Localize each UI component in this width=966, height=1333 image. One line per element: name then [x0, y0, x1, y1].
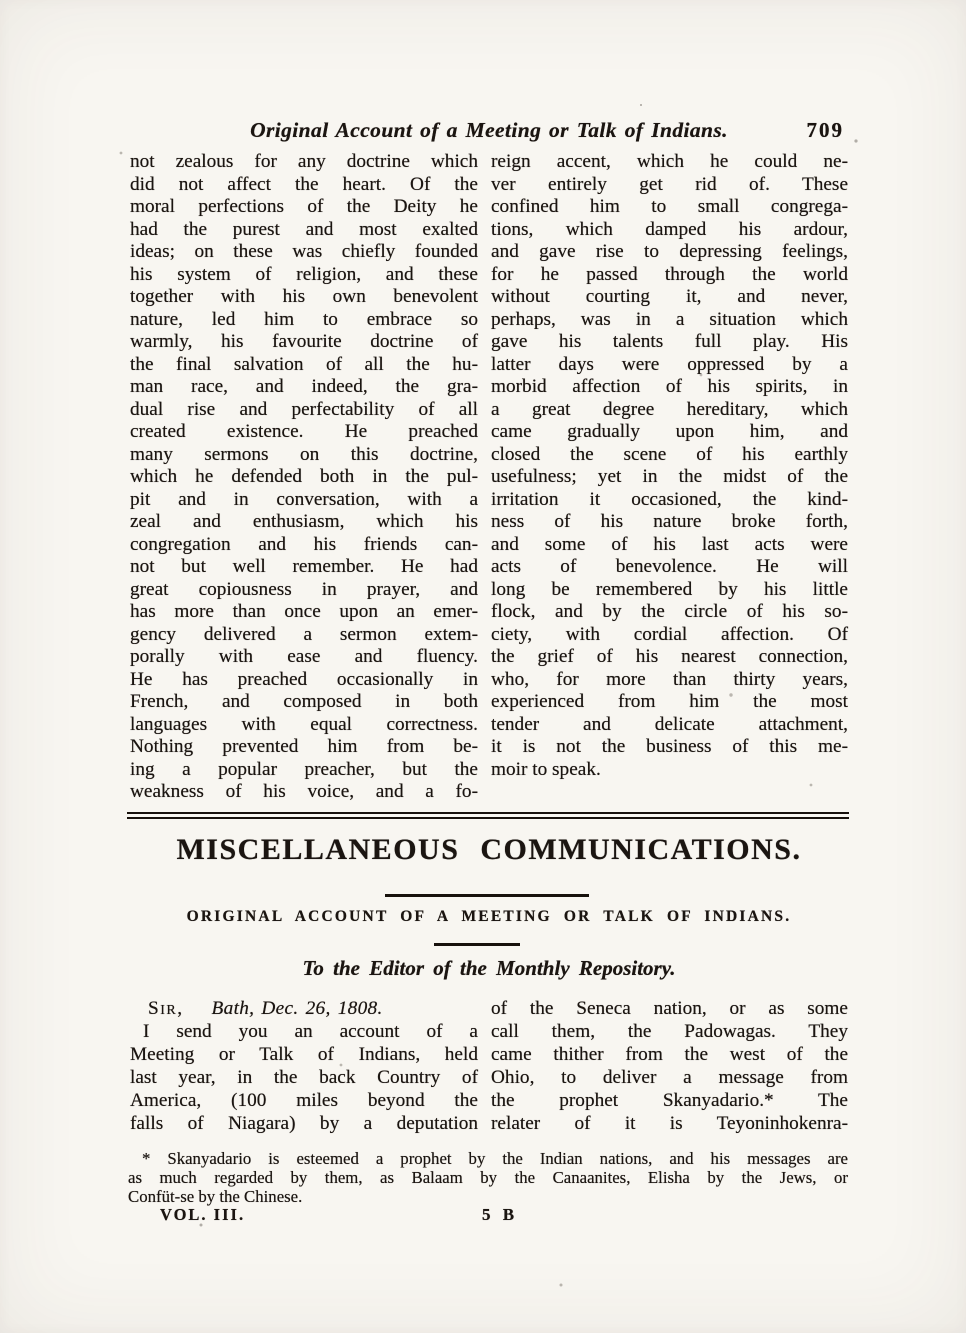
- text-line: the prophet Skanyadario.* The: [491, 1090, 848, 1111]
- text-line: many sermons on this doctrine,: [130, 443, 478, 465]
- text-line: ideas; on these was chiefly founded: [130, 241, 478, 262]
- volume-label: VOL. III.: [160, 1205, 246, 1224]
- letter-right-column: [491, 997, 848, 1135]
- text-line: man race, and indeed, the gra-: [130, 376, 478, 397]
- text-line: closed the scene of his earthly: [491, 443, 848, 465]
- text-line: zeal and enthusiasm, which his: [130, 511, 478, 532]
- text-line: acts of benevolence. He will: [491, 556, 848, 577]
- text-line: tions, which damped his ardour,: [491, 218, 848, 240]
- ink-specks: [640, 104, 642, 106]
- text-line: experienced from him the most: [491, 691, 848, 712]
- letter-left-column: [130, 997, 478, 1135]
- article-subheading: ORIGINAL ACCOUNT OF A MEETING OR TALK OF INDIANS.: [186, 908, 792, 925]
- text-line: weakness of his voice, and a fo-: [130, 781, 478, 802]
- letter-left-lines: [130, 1020, 478, 1135]
- text-line: usefulness; yet in the midst of the: [491, 466, 848, 487]
- text-line: last year, in the back Country of: [130, 1067, 478, 1088]
- text-line: tender and delicate attachment,: [491, 713, 848, 735]
- text-line: together with his own benevolent: [130, 286, 478, 307]
- running-head-title: Original Account of a Meeting or Talk of Indians.: [250, 118, 728, 142]
- text-line: came thither from the west of the: [491, 1044, 848, 1065]
- text-line: pit and in conversation, with a: [130, 488, 478, 510]
- text-line: French, and composed in both: [130, 691, 478, 712]
- text-line: gave his talents full play. His: [491, 331, 848, 352]
- text-line: Ohio, to deliver a message from: [491, 1067, 848, 1088]
- text-line: ing a popular preacher, but the: [130, 758, 478, 780]
- text-line: * Skanyadario is esteemed a prophet by the Indian nations, and his messages are: [142, 1149, 848, 1168]
- text-line: the grief of his nearest connection,: [491, 646, 848, 667]
- text-line: gency delivered a sermon extem-: [130, 623, 478, 645]
- text-line: has more than once upon an emer-: [130, 601, 478, 622]
- running-head: [130, 118, 848, 146]
- text-line: which he defended both in the pul-: [130, 466, 478, 487]
- text-line: Meeting or Talk of Indians, held: [130, 1044, 478, 1065]
- footnote: [128, 1150, 848, 1206]
- text-line: ver entirely get rid of. These: [491, 173, 848, 195]
- text-line: of the Seneca nation, or as some: [491, 998, 848, 1019]
- heading-divider-rule: [385, 894, 589, 897]
- page-number: 709: [806, 118, 844, 142]
- section-heading: MISCELLANEOUS COMMUNICATIONS.: [176, 833, 802, 866]
- text-line: languages with equal correctness.: [130, 713, 478, 735]
- text-line: America, (100 miles beyond the: [130, 1090, 478, 1111]
- text-line: falls of Niagara) by a deputation: [130, 1113, 478, 1134]
- text-line: and some of his last acts were: [491, 533, 848, 555]
- section-double-rule: [127, 812, 849, 819]
- dateline: Bath, Dec. 26, 1808.: [211, 998, 383, 1019]
- text-line: perhaps, was in a situation which: [491, 308, 848, 330]
- text-line: morbid affection of his spirits, in: [491, 376, 848, 397]
- salutation: Sir,: [148, 998, 184, 1019]
- letter-body: [130, 997, 848, 1135]
- signature-mark: 5 B: [482, 1205, 519, 1224]
- text-line: it is not the business of this me-: [491, 736, 848, 757]
- article-left-column: [130, 151, 478, 804]
- text-line: not but well remember. He had: [130, 556, 478, 577]
- text-line: had the purest and most exalted: [130, 218, 478, 240]
- text-line: latter days were oppressed by a: [491, 353, 848, 375]
- subheading-divider-rule: [434, 943, 520, 946]
- text-line: came gradually upon him, and: [491, 421, 848, 442]
- article-right-column: [491, 151, 848, 804]
- text-line: as much regarded by them, as Balaam by the Canaanites, Elisha by the Jews, or: [128, 1167, 848, 1187]
- page-footer: [130, 1205, 848, 1229]
- text-line: created existence. He preached: [130, 421, 478, 442]
- text-line: warmly, his favourite doctrine of: [130, 331, 478, 352]
- text-line: porally with ease and fluency.: [130, 646, 478, 667]
- text-line: the final salvation of all the hu-: [130, 353, 478, 375]
- text-line: moir to speak.: [491, 758, 601, 780]
- text-line: not zealous for any doctrine which: [130, 151, 478, 172]
- text-line: great copiousness in prayer, and: [130, 578, 478, 600]
- text-line: flock, and by the circle of his so-: [491, 601, 848, 622]
- text-line: congregation and his friends can-: [130, 533, 478, 555]
- text-line: Confüt-se by the Chinese.: [128, 1186, 303, 1206]
- text-line: nature, led him to embrace so: [130, 308, 478, 330]
- text-line: long be remembered by his little: [491, 578, 848, 600]
- salutation-line: [130, 997, 478, 1020]
- memoir-article: [130, 151, 848, 804]
- text-line: ness of his nature broke forth,: [491, 511, 848, 532]
- editor-address: To the Editor of the Monthly Repository.: [302, 956, 676, 980]
- text-line: and gave rise to depressing feelings,: [491, 241, 848, 262]
- text-line: I send you an account of a: [143, 1021, 478, 1042]
- text-line: dual rise and perfectability of all: [130, 398, 478, 420]
- text-line: who, for more than thirty years,: [491, 668, 848, 690]
- text-line: irritation it occasioned, the kind-: [491, 488, 848, 510]
- text-line: his system of religion, and these: [130, 263, 478, 285]
- text-line: without courting it, and never,: [491, 286, 848, 307]
- text-line: did not affect the heart. Of the: [130, 173, 478, 195]
- text-line: reign accent, which he could ne-: [491, 151, 848, 172]
- text-line: call them, the Padowagas. They: [491, 1021, 848, 1042]
- text-line: Nothing prevented him from be-: [130, 736, 478, 757]
- text-line: relater of it is Teyoninhokenra-: [491, 1113, 848, 1134]
- text-line: for he passed through the world: [491, 263, 848, 285]
- text-line: ciety, with cordial affection. Of: [491, 623, 848, 645]
- text-line: confined him to small congrega-: [491, 196, 848, 217]
- text-line: a great degree hereditary, which: [491, 398, 848, 420]
- text-line: He has preached occasionally in: [130, 668, 478, 690]
- text-line: moral perfections of the Deity he: [130, 196, 478, 217]
